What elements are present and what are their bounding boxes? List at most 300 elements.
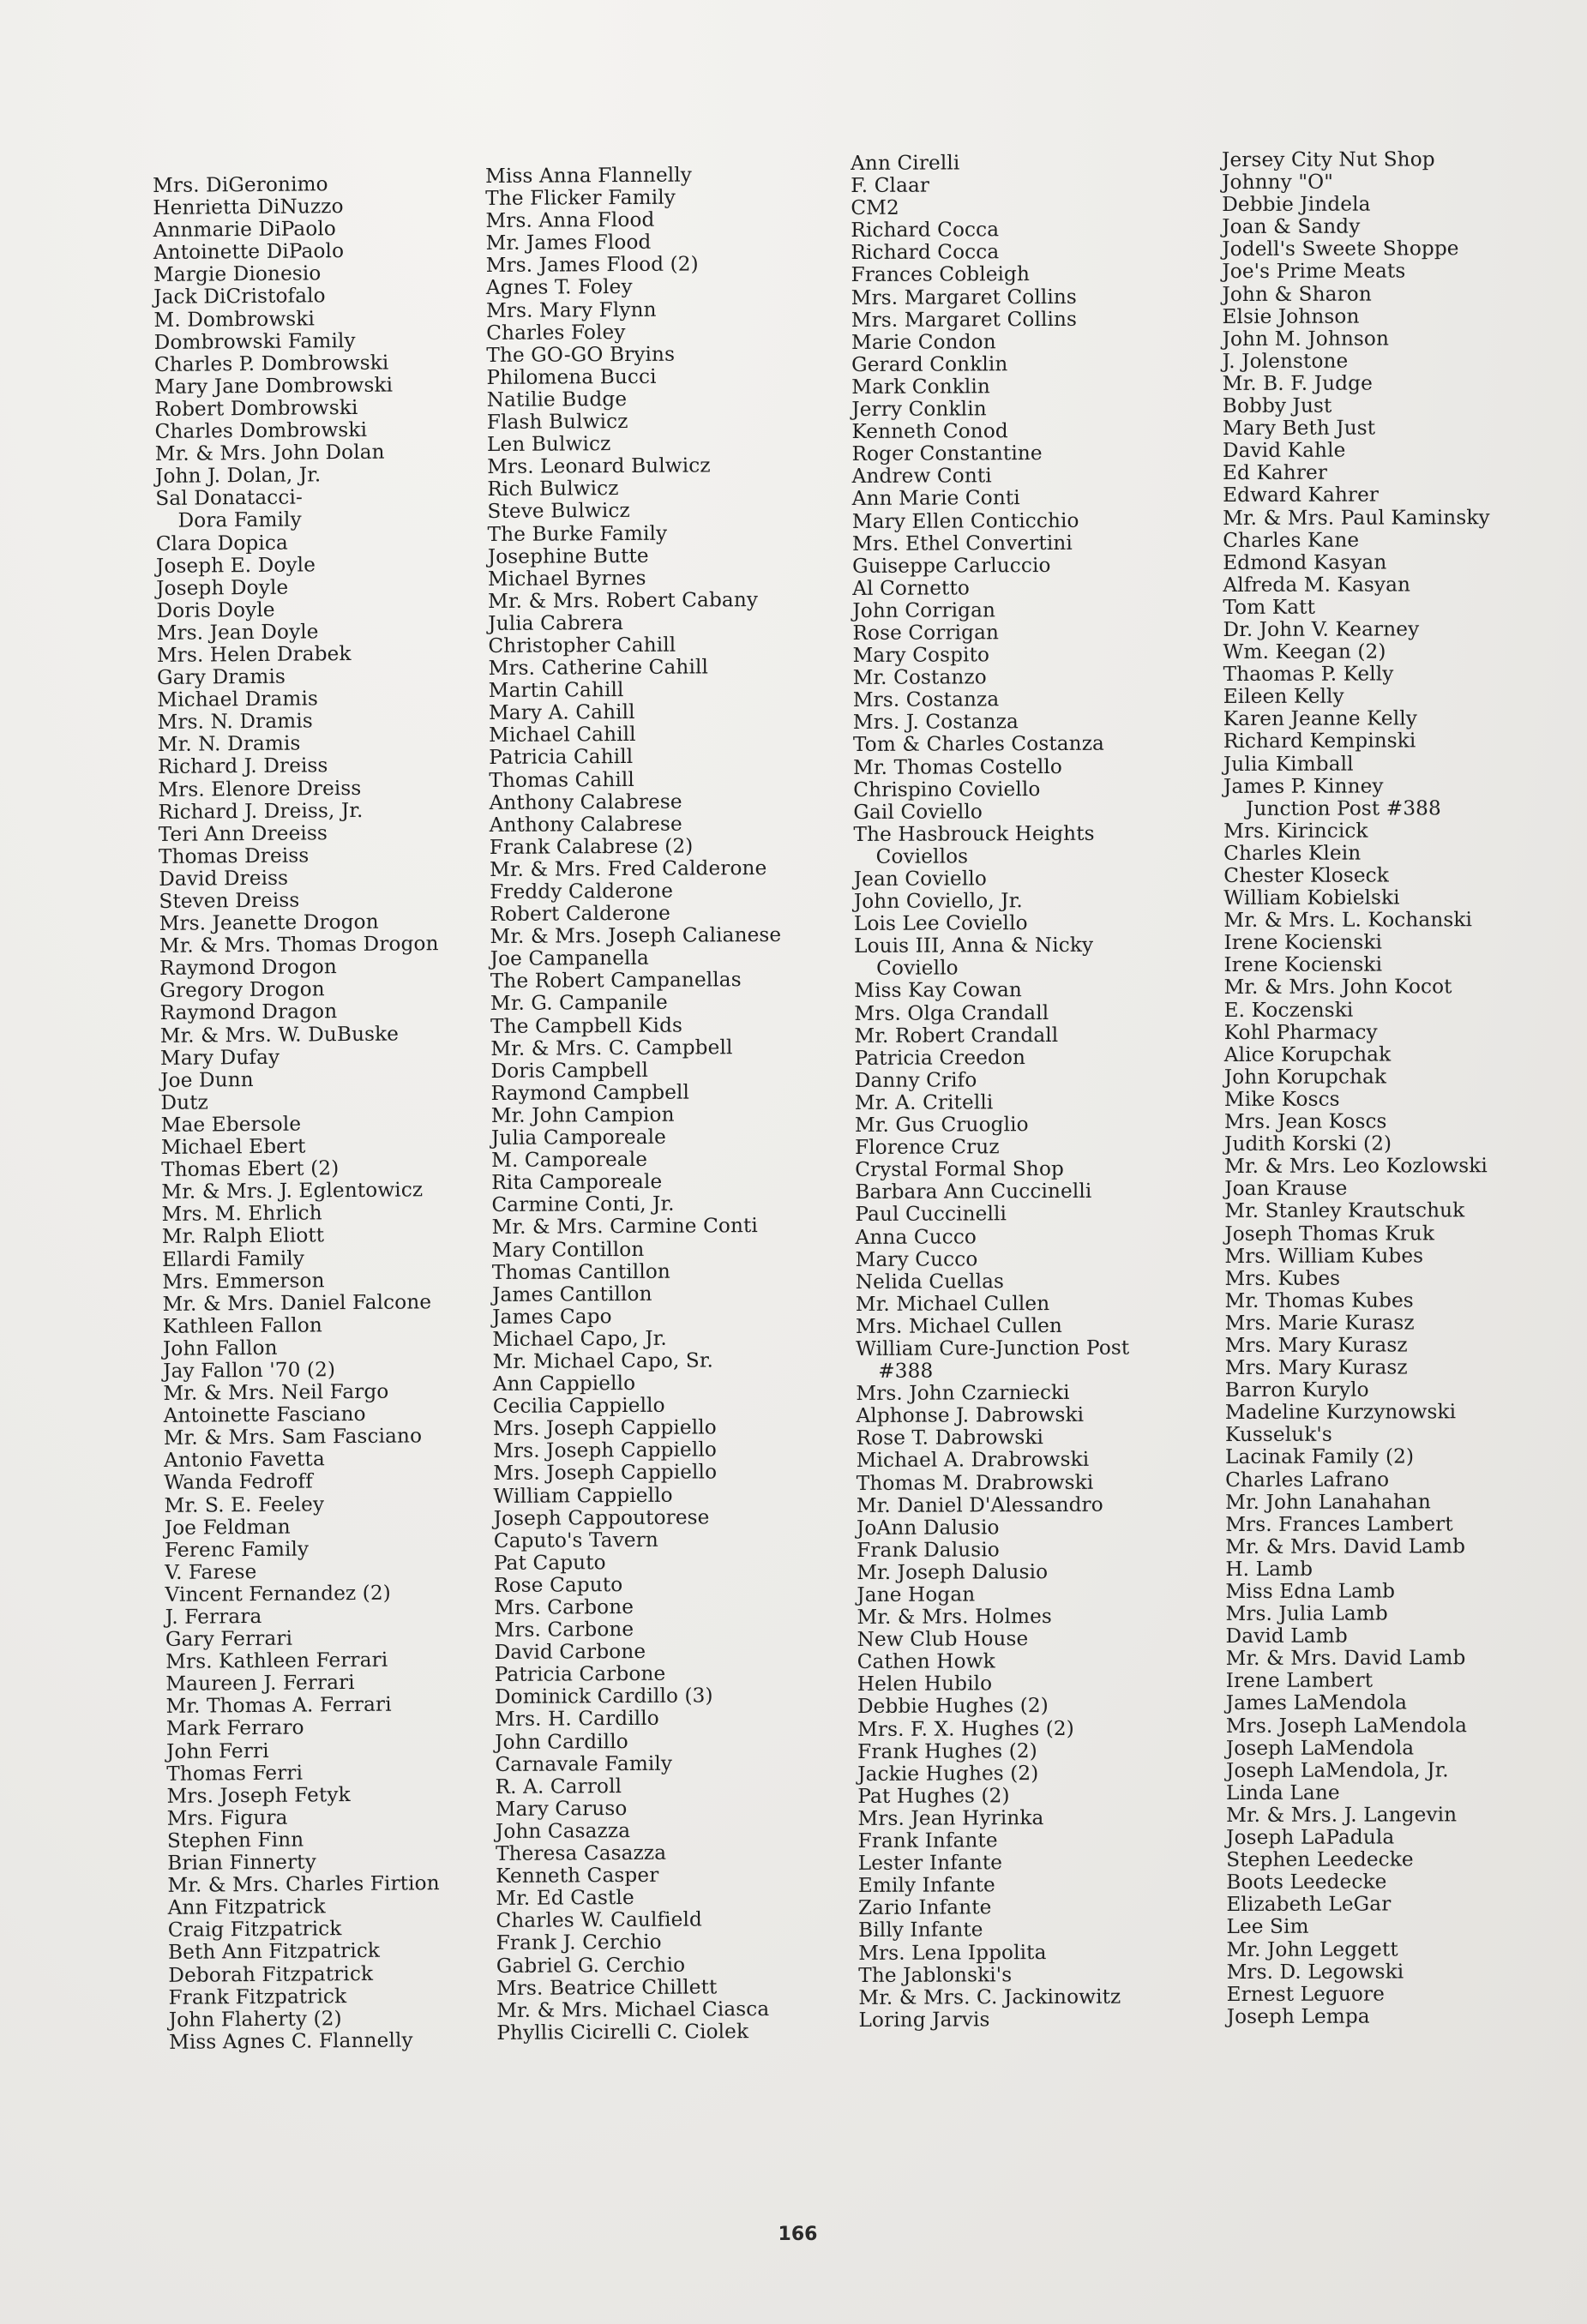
name-entry: Beth Ann Fitzpatrick [167,1939,381,1965]
name-entry: Ernest Leguore [1226,1982,1385,2006]
name-entry: Coviellos [875,844,969,868]
name-entry: Stephen Finn [166,1828,304,1853]
name-entry: Jersey City Nut Shop [1221,147,1435,171]
name-entry: Mr. Stanley Krautschuk [1224,1198,1465,1223]
name-entry: William Kobielski [1223,886,1400,910]
name-entry: Lois Lee Coviello [853,911,1028,936]
name-entry: Mark Ferraro [165,1715,304,1741]
name-entry: Antoinette DiPaolo [153,239,345,265]
name-entry: Josephine Butte [487,543,649,568]
name-entry: Mr. & Mrs. J. Eglentowicz [161,1178,424,1204]
name-entry: Danny Crifo [854,1068,977,1092]
name-entry: Julia Kimball [1223,752,1354,776]
name-entry: Mrs. Jeanette Drogon [159,910,379,936]
name-entry: Karen Jeanne Kelly [1223,706,1417,731]
name-entry: CM2 [851,195,899,220]
name-entry: James Capo [492,1304,612,1329]
name-entry: Louis III, Anna & Nicky [853,934,1094,958]
name-entry: Mr. Costanzo [852,665,987,690]
name-entry: James P. Kinney [1223,774,1384,798]
name-entry: Bobby Just [1222,393,1332,418]
name-entry: Thomas Cantillon [491,1259,670,1284]
name-entry: Coviello [876,956,959,981]
name-entry: Roger Constantine [851,441,1043,466]
name-entry: Richard Cocca [851,218,1000,243]
name-entry: Mary Contillon [491,1237,645,1262]
name-entry: Mrs. Joseph Fetyk [166,1782,351,1808]
name-entry: Patricia Carbone [494,1662,666,1687]
name-entry: Joe Feldman [164,1515,291,1540]
name-entry: Irene Kocienski [1223,930,1383,955]
name-entry: Michael Capo, Jr. [492,1326,667,1351]
name-entry: Junction Post #388 [1245,796,1441,820]
name-entry: Mary Dufay [159,1045,280,1070]
name-entry: Mrs. Carbone [494,1594,634,1619]
name-entry: Boots Leedecke [1226,1870,1387,1895]
name-entry: John M. Johnson [1222,327,1390,351]
name-entry: Mary Cospito [852,643,990,668]
name-entry: Mrs. Frances Lambert [1225,1512,1453,1536]
name-entry: Charles W. Caulfield [496,1907,702,1933]
name-entry: Mr. & Mrs. L. Kochanski [1223,908,1473,933]
name-entry: Kathleen Fallon [162,1313,322,1338]
name-entry: Jean Coviello [853,867,987,891]
name-entry: Mr. Gus Cruoglio [854,1113,1029,1138]
name-entry: Mrs. James Flood (2) [485,252,699,278]
name-entry: Henrietta DiNuzzo [153,195,344,220]
name-entry: Alphonse J. Dabrowski [856,1403,1085,1428]
name-entry: Emily Infante [857,1873,995,1898]
name-entry: Mrs. Mary Kurasz [1224,1355,1408,1380]
name-entry: Nelida Cuellas [855,1269,1005,1294]
name-entry: Mary Cucco [855,1246,978,1271]
name-entry: Mr. & Mrs. John Kocot [1223,975,1452,1000]
name-entry: Mr. John Campion [490,1102,675,1127]
name-entry: Rich Bulwicz [487,477,619,501]
name-entry: Lacinak Family (2) [1224,1444,1415,1469]
name-entry: Mrs. Joseph Cappiello [493,1460,718,1486]
name-entry: Tom Katt [1223,595,1316,619]
name-entry: Raymond Drogon [159,955,337,981]
name-entry: Richard J. Dreiss, Jr. [158,798,364,824]
name-entry: Irene Kocienski [1223,952,1383,977]
name-entry: Craig Fitzpatrick [167,1917,342,1943]
name-entry: The Hasbrouck Heights [853,821,1095,846]
name-entry: Joe Dunn [160,1067,254,1092]
name-entry: Jackie Hughes (2) [857,1761,1039,1786]
name-entry: Gail Coviello [853,800,983,824]
name-entry: Mrs. Lena Ippolita [858,1940,1047,1965]
name-entry: Joan Krause [1224,1176,1348,1201]
name-entry: Debbie Jindela [1222,192,1371,217]
name-entry: Mr. & Mrs. Joseph Calianese [490,923,782,949]
name-entry: Raymond Campbell [490,1080,690,1105]
name-entry: Mr. S. E. Feeley [164,1492,325,1517]
name-entry: John Ferri [165,1738,269,1763]
name-entry: Mrs. Figura [166,1805,288,1830]
name-entry: Irene Lambert [1225,1668,1374,1693]
name-entry: Paul Cuccinelli [855,1202,1007,1227]
name-entry: Crystal Formal Shop [855,1157,1064,1182]
name-entry: Miss Kay Cowan [854,978,1022,1003]
name-entry: Mr. & Mrs. David Lamb [1225,1534,1466,1558]
name-entry: Charles Klein [1223,841,1362,865]
name-entry: Anthony Calabrese [489,812,682,837]
name-entry: Mrs. Leonard Bulwicz [487,453,711,479]
name-entry: Frank Fitzpatrick [168,1984,347,2009]
name-entry: Phyllis Cicirelli C. Ciolek [496,2019,749,2045]
name-entry: Mr. Robert Crandall [854,1023,1059,1048]
name-entry: Mr. John Lanahahan [1225,1489,1431,1514]
name-entry: Mary Ellen Conticchio [851,508,1079,533]
name-entry: Jay Fallon '70 (2) [163,1358,336,1383]
name-entry: Len Bulwicz [486,432,611,457]
name-entry: Alfreda M. Kasyan [1223,573,1411,597]
name-entry: Mr. James Flood [485,231,652,255]
name-entry: Richard J. Dreiss [157,754,328,779]
name-entry: Cathen Howk [857,1649,995,1674]
name-entry: Wm. Keegan (2) [1223,640,1386,664]
name-entry: Mrs. Margaret Collins [851,285,1077,309]
name-entry: Mr. Thomas Kubes [1224,1288,1414,1312]
name-entry: James LaMendola [1225,1690,1408,1715]
name-entry: Anna Cucco [855,1224,977,1249]
name-entry: Rose T. Dabrowski [856,1426,1044,1450]
name-entry: Thomas Ferri [166,1761,304,1786]
name-column-4 [1222,148,1494,2028]
name-entry: Joseph LaMendola, Jr. [1225,1758,1449,1782]
name-entry: Ellardi Family [161,1246,305,1271]
name-entry: #388 [878,1359,934,1383]
name-column-3 [851,152,1133,2032]
name-entry: JoAnn Dalusio [856,1515,1000,1540]
name-entry: Lee Sim [1226,1915,1309,1939]
name-entry: Joe's Prime Meats [1222,259,1406,284]
name-entry: Ann Fitzpatrick [167,1895,326,1920]
name-entry: Mrs. Mary Flynn [485,297,657,322]
name-entry: Frank Hughes (2) [857,1738,1037,1763]
name-entry: Mr. & Mrs. J. Langevin [1226,1803,1458,1827]
name-entry: Agnes T. Foley [485,275,633,300]
name-entry: Joseph Cappoutorese [493,1505,710,1530]
name-entry: Lester Infante [857,1851,1003,1876]
name-entry: Julia Cabrera [488,610,624,635]
name-entry: Mr. A. Critelli [854,1090,994,1114]
name-entry: Pat Hughes (2) [857,1784,1010,1808]
name-entry: E. Koczenski [1223,998,1354,1022]
name-entry: Mr. Daniel D'Alessandro [856,1492,1103,1517]
name-entry: David Lamb [1225,1624,1348,1648]
name-entry: Joan & Sandy [1222,214,1361,239]
name-entry: M. Camporeale [491,1147,648,1173]
name-entry: Andrew Conti [851,464,992,489]
name-entry: Gerard Conklin [851,352,1008,376]
name-entry: Mr. Michael Capo, Sr. [492,1348,714,1373]
name-entry: Mr. Thomas A. Ferrari [165,1693,392,1719]
name-entry: David Kahle [1222,438,1346,463]
name-entry: Mrs. Jean Hyrinka [857,1805,1044,1830]
name-entry: H. Lamb [1225,1557,1313,1581]
name-entry: Doris Doyle [156,598,275,622]
name-entry: Mrs. Catherine Cahill [488,655,709,681]
name-entry: Freddy Calderone [490,879,674,904]
name-entry: Mary Beth Just [1222,416,1376,441]
name-entry: Robert Calderone [490,901,671,927]
name-entry: Charles Lafrano [1225,1468,1390,1492]
name-entry: Annmarie DiPaolo [153,217,337,243]
name-entry: Flash Bulwicz [486,410,628,435]
name-entry: Raymond Dragon [159,1000,338,1025]
name-entry: John Fallon [162,1336,278,1360]
name-entry: Mary Jane Dombrowski [154,373,394,399]
name-entry: Mrs. Jean Koscs [1223,1109,1387,1134]
name-entry: Mrs. Beatrice Chillett [496,1974,718,2000]
name-entry: Thaomas P. Kelly [1223,662,1394,687]
name-entry: Steve Bulwicz [487,499,630,524]
name-entry: Ann Cirelli [850,151,960,175]
name-entry: Mr. & Mrs. Michael Ciasca [496,1997,770,2022]
name-entry: Mae Ebersole [160,1112,302,1137]
name-entry: Steven Dreiss [159,888,300,913]
name-entry: Natilie Budge [486,387,628,411]
name-entry: Mrs. John Czarniecki [856,1381,1070,1406]
name-entry: Doris Campbell [490,1058,649,1083]
name-entry: Stephen Leedecke [1226,1847,1414,1872]
name-entry: Mike Koscs [1223,1087,1340,1111]
name-entry: Martin Cahill [488,678,624,703]
name-entry: Guiseppe Carluccio [852,553,1051,578]
name-entry: Edmond Kasyan [1223,550,1387,574]
name-entry: Antoinette Fasciano [163,1402,366,1428]
name-entry: Gabriel G. Cerchio [496,1953,686,1978]
name-entry: Sal Donatacci- [155,485,303,511]
name-entry: Mr. & Mrs. W. DuBuske [159,1022,400,1048]
name-entry: Michael A. Drabrowski [856,1448,1090,1473]
name-entry: Theresa Casazza [495,1841,667,1865]
name-entry: Mr. & Mrs. C. Jackinowitz [858,1985,1121,2009]
page-number: 166 [778,2224,818,2245]
name-entry: David Dreiss [159,866,289,891]
name-entry: Mrs. N. Dramis [157,709,313,735]
name-entry: Carnavale Family [495,1751,673,1776]
name-entry: Miss Edna Lamb [1225,1579,1396,1603]
name-entry: Mr. & Mrs. Thomas Drogon [159,932,439,958]
name-entry: Mr. & Mrs. Sam Fasciano [163,1424,423,1450]
name-entry: Jane Hogan [857,1582,976,1606]
name-entry: Kusseluk's [1224,1423,1332,1447]
name-entry: Mr. & Mrs. Leo Kozlowski [1224,1154,1488,1179]
name-entry: Florence Cruz [855,1135,1000,1160]
name-entry: J. Ferrara [165,1604,262,1629]
name-entry: Chester Kloseck [1223,863,1389,887]
name-entry: Mr. & Mrs. David Lamb [1225,1646,1466,1671]
name-entry: Al Cornetto [852,576,970,600]
name-entry: Debbie Hughes (2) [857,1694,1049,1719]
name-entry: Frances Cobleigh [851,262,1031,287]
name-entry: John Korupchak [1223,1065,1387,1089]
name-entry: Dutz [160,1090,209,1114]
name-entry: Joseph LaMendola [1225,1736,1415,1760]
name-entry: Clara Dopica [155,531,288,555]
name-entry: Michael Byrnes [487,566,646,591]
name-entry: John Cardillo [495,1729,628,1754]
name-entry: Joseph Doyle [156,575,289,600]
name-entry: Helen Hubilo [857,1672,993,1696]
name-entry: Pat Caputo [493,1550,606,1575]
name-entry: Barron Kurylo [1224,1378,1369,1402]
name-entry: Madeline Kurzynowski [1224,1400,1457,1425]
name-entry: Maureen J. Ferrari [165,1671,355,1696]
name-entry: Edward Kahrer [1223,483,1380,507]
name-entry: Johnny "O" [1222,170,1334,195]
name-entry: Mr. & Mrs. Carmine Conti [491,1214,759,1240]
name-entry: Mr. & Mrs. Holmes [857,1605,1052,1630]
name-entry: Thomas M. Drabrowski [856,1470,1094,1495]
name-entry: John Flaherty (2) [168,2006,342,2032]
name-entry: Ferenc Family [164,1537,310,1562]
name-entry: John J. Dolan, Jr. [154,463,322,489]
name-entry: Mrs. Emmerson [162,1268,325,1294]
name-entry: Joe Campanella [490,946,650,971]
name-entry: Michael Dramis [157,687,319,712]
name-entry: Marie Condon [851,330,996,354]
name-entry: Antonio Favetta [163,1447,325,1473]
name-entry: The Robert Campanellas [490,968,742,994]
name-entry: Michael Cahill [488,723,636,748]
name-entry: Christopher Cahill [488,633,676,658]
name-entry: Mr. & Mrs. Robert Cabany [488,587,759,613]
name-entry: Thomas Ebert (2) [161,1156,340,1182]
name-entry: Mr. & Mrs. Charles Firtion [167,1871,440,1898]
name-entry: F. Claar [851,173,930,198]
name-entry: Mrs. F. X. Hughes (2) [857,1716,1074,1741]
name-entry: Mrs. Ethel Convertini [851,531,1073,555]
name-entry: Jack DiCristofalo [153,284,326,309]
name-entry: Mr. & Mrs. Paul Kaminsky [1223,505,1490,530]
name-entry: Deborah Fitzpatrick [168,1961,374,1987]
name-entry: Miss Anna Flannelly [484,163,693,188]
name-entry: The Campbell Kids [490,1013,683,1038]
name-entry: Philomena Bucci [486,364,657,389]
name-entry: Frank Calabrese (2) [489,834,694,859]
name-entry: Tom & Charles Costanza [852,732,1104,757]
name-entry: John Corrigan [852,598,996,622]
name-entry: Margie Dionesio [153,261,322,287]
name-entry: Mrs. Carbone [494,1618,634,1642]
name-entry: Michael Ebert [160,1134,306,1159]
name-entry: Gary Dramis [157,664,286,690]
name-entry: Mr. & Mrs. C. Campbell [490,1035,733,1060]
name-entry: Mrs. Joseph Cappiello [493,1438,718,1463]
name-entry: Mrs. Marie Kurasz [1224,1311,1415,1335]
name-entry: Judith Korski (2) [1224,1132,1392,1156]
name-entry: Mr. & Mrs. Daniel Falcone [162,1289,432,1316]
name-entry: Eileen Kelly [1223,684,1344,709]
name-entry: Charles Foley [486,320,626,345]
name-entry: Barbara Ann Cuccinelli [855,1180,1092,1204]
name-entry: Mrs. Anna Flood [485,207,655,233]
name-entry: The Jablonski's [858,1962,1013,1987]
name-entry: Mrs. Joseph LaMendola [1225,1713,1468,1738]
name-column-2 [485,164,788,2045]
name-entry: V. Farese [165,1559,257,1584]
name-entry: William Cappiello [493,1483,673,1508]
name-entry: Mrs. Kirincick [1223,819,1368,843]
name-entry: Ann Marie Conti [851,486,1020,511]
name-entry: Charles Kane [1223,528,1360,552]
name-entry: Mrs. Margaret Collins [851,307,1078,332]
name-entry: Richard Cocca [851,240,1000,265]
name-entry: James Cantillon [491,1282,652,1306]
name-entry: The Burke Family [487,521,668,546]
name-entry: New Club House [857,1627,1029,1652]
name-entry: Robert Dombrowski [154,395,358,421]
name-entry: Ed Kahrer [1222,460,1328,485]
name-entry: Dombrowski Family [153,328,356,354]
name-entry: Mr. Thomas Costello [853,754,1062,779]
name-entry: The Flicker Family [485,185,676,211]
name-entry: Richard Kempinski [1223,729,1416,754]
name-entry: The GO-GO Bryins [486,342,676,367]
name-entry: Mr. Ralph Eliott [161,1223,325,1249]
name-entry: Mr. Joseph Dalusio [857,1559,1049,1584]
name-column-1 [153,172,448,2054]
name-entry: Mrs. Michael Cullen [855,1313,1062,1338]
name-entry: Mrs. Kathleen Ferrari [165,1648,388,1674]
name-entry: Joseph Lempa [1226,2004,1370,2028]
name-entry: Mary A. Cahill [488,700,635,725]
name-entry: Frank Infante [857,1829,998,1853]
name-entry: Kohl Pharmacy [1223,1020,1378,1044]
name-entry: Elsie Johnson [1222,304,1360,328]
name-entry: Dominick Cardillo (3) [494,1684,713,1709]
name-entry: Mrs. William Kubes [1224,1243,1424,1268]
name-entry: Mr. N. Dramis [157,731,301,757]
name-entry: Mr. John Leggett [1226,1937,1398,1961]
name-entry: Mary Caruso [495,1796,628,1821]
name-entry: Gregory Drogon [159,977,325,1003]
name-entry: John Casazza [495,1818,631,1843]
name-entry: Thomas Dreiss [158,844,310,868]
name-entry: Thomas Cahill [489,767,634,792]
name-entry: Mr. Ed Castle [496,1886,634,1911]
name-entry: Mr. & Mrs. Neil Fargo [163,1379,389,1406]
name-entry: Alice Korupchak [1223,1042,1392,1066]
name-entry: Loring Jarvis [858,2008,990,2032]
name-entry: Jerry Conklin [851,397,987,422]
name-entry: Mrs. J. Costanza [852,710,1019,735]
name-entry: Mrs. D. Legowski [1226,1960,1404,1984]
name-entry: William Cure-Junction Post [856,1336,1130,1360]
name-entry: Mr. G. Campanile [490,991,668,1016]
name-entry: Mrs. H. Cardillo [494,1707,659,1732]
name-entry: Mrs. Joseph Cappiello [492,1415,717,1441]
name-entry: Dora Family [177,507,302,533]
name-entry: Mrs. Jean Doyle [156,620,319,645]
name-entry: Mrs. Mary Kurasz [1224,1333,1408,1357]
name-entry: Frank Dalusio [857,1538,1000,1562]
name-entry: Mrs. M. Ehrlich [161,1201,322,1227]
name-entry: Patricia Cahill [489,745,634,770]
name-entry: Brian Finnerty [167,1850,316,1875]
name-entry: Carmine Conti, Jr. [491,1192,675,1217]
name-entry: Zario Infante [857,1895,992,1920]
name-entry: Ann Cappiello [492,1372,636,1396]
name-entry: Caputo's Tavern [493,1528,658,1552]
name-entry: Mrs. Kubes [1224,1266,1341,1290]
name-entry: John Coviello, Jr. [853,889,1023,914]
name-entry: Mr. & Mrs. John Dolan [154,440,385,466]
